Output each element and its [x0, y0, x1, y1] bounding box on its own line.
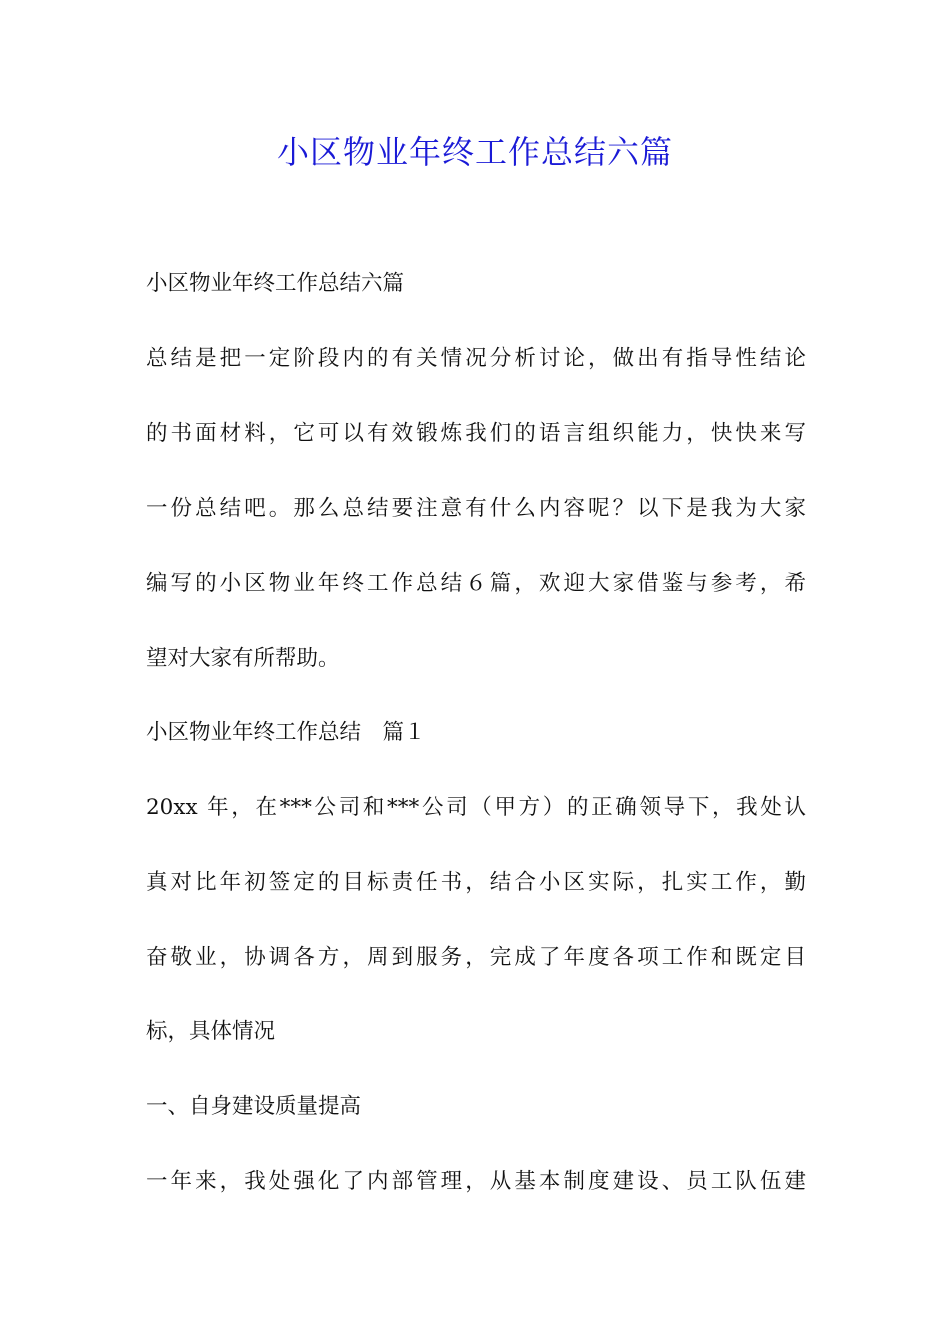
intro-line-4: 编写的小区物业年终工作总结６篇，欢迎大家借鉴与参考，希 — [146, 571, 806, 596]
intro-line-3: 一份总结吧。那么总结要注意有什么内容呢？以下是我为大家 — [146, 496, 806, 521]
subheading: 一、自身建设质量提高 — [146, 1094, 362, 1119]
document-subtitle: 小区物业年终工作总结六篇 — [146, 271, 405, 296]
section-heading: 小区物业年终工作总结 篇１ — [146, 720, 426, 745]
intro-line-2: 的书面材料，它可以有效锻炼我们的语言组织能力，快快来写 — [146, 421, 806, 446]
section-line-3: 奋敬业，协调各方，周到服务，完成了年度各项工作和既定目 — [146, 945, 806, 970]
intro-line-1: 总结是把一定阶段内的有关情况分析讨论，做出有指导性结论 — [146, 346, 806, 371]
section-line-2: 真对比年初签定的目标责任书，结合小区实际，扎实工作，勤 — [146, 870, 806, 895]
section-line-1: 20xx 年，在***公司和***公司（甲方）的正确领导下，我处认 — [146, 795, 806, 820]
document-title: 小区物业年终工作总结六篇 — [276, 133, 673, 171]
body-line-last: 一年来，我处强化了内部管理，从基本制度建设、员工队伍建 — [146, 1169, 806, 1194]
intro-line-5: 望对大家有所帮助。 — [146, 646, 340, 671]
section-line-4: 标，具体情况 — [146, 1019, 276, 1044]
